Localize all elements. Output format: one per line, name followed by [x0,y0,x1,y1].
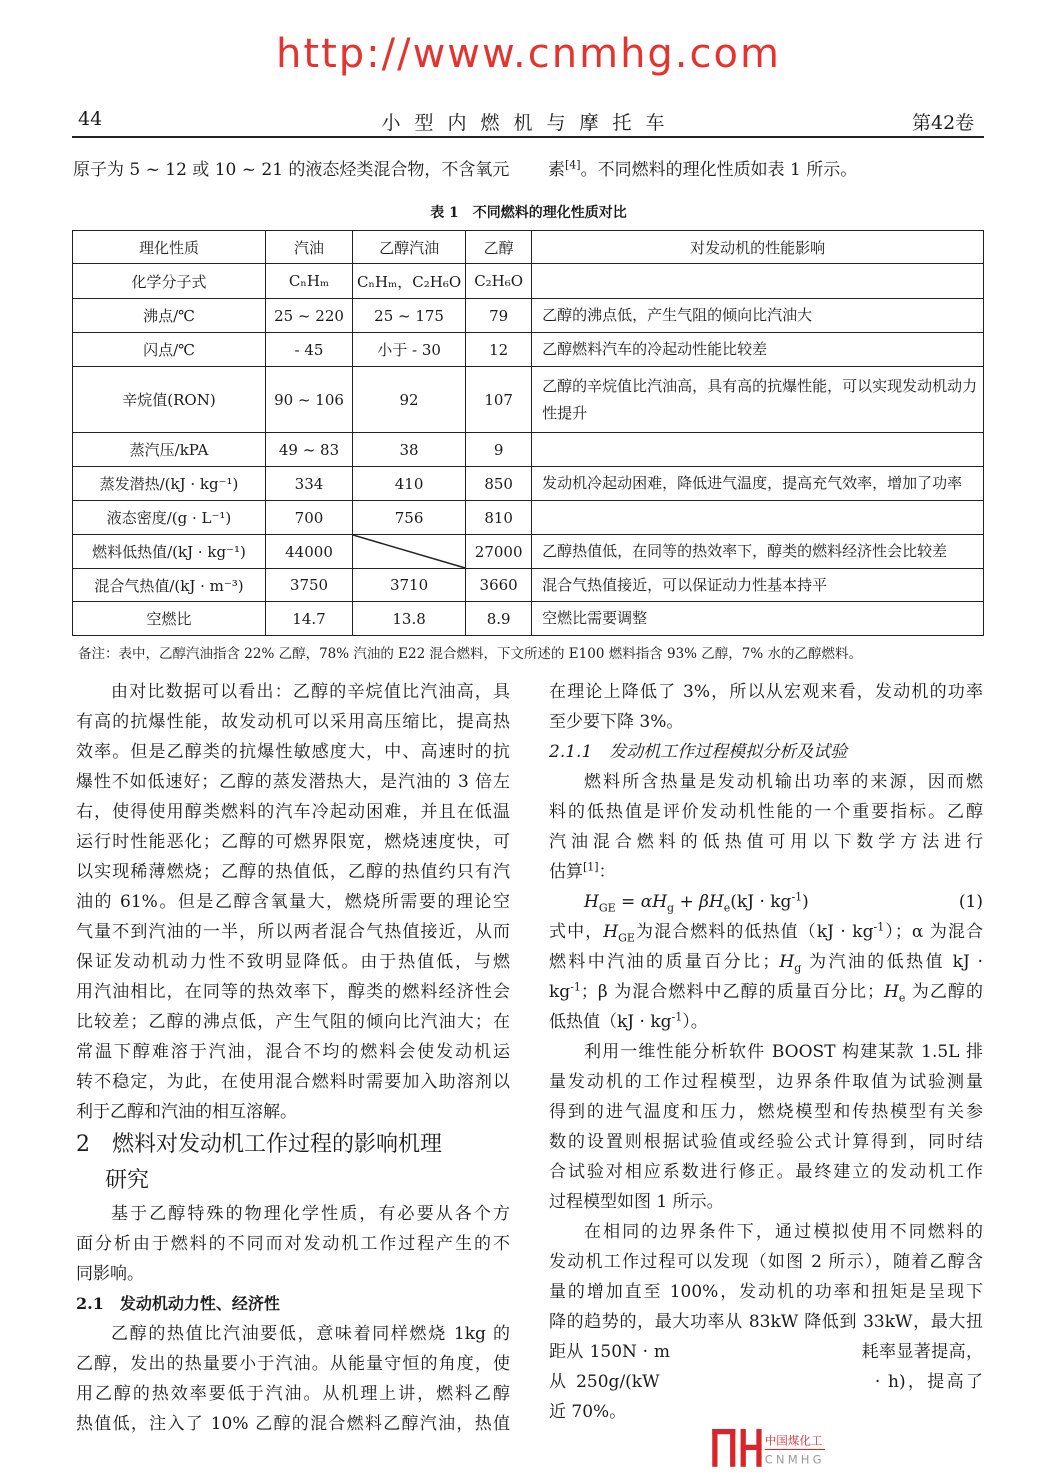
table-cell: 汽油 [266,231,353,264]
paragraph-line: 基于乙醇特殊的物理化学性质，有必要从各个方 [111,1204,510,1224]
text-segment: kg [549,982,571,1002]
table-cell: 发动机冷起动困难，降低进气温度，提高充气效率，增加了功率 [532,467,984,501]
citation: [4] [565,158,581,172]
table-cell: 闪点/℃ [73,333,266,367]
paragraph-line: 距从 150N · m 耗率显著提高， [549,1342,983,1362]
left-column [76,677,510,1439]
paragraph-line: 气量不到汽油的一半，所以两者混合气热值接近，从而 [76,922,510,942]
table-cell: 25 ~ 175 [353,299,466,333]
paragraph-line: 在理论上降低了 3%，所以从宏观来看，发动机的功率 [549,682,983,702]
paragraph-line: 量的增加直至 100%，发动机的功率和扭矩是呈现下 [549,1282,983,1302]
section-heading: 研究 [76,1168,149,1193]
text-segment: GE [618,931,635,945]
paragraph-line: 常温下醇难溶于汽油，混合不均的燃料会使发动机运 [76,1042,510,1062]
paragraph-line: 利于乙醇和汽油的相互溶解。 [76,1102,297,1122]
paragraph-line [549,857,983,887]
table-cell: 410 [353,467,466,501]
svg-text:中国煤化工: 中国煤化工 [764,1433,823,1448]
text-segment: ) [802,892,809,912]
table-cell: 90 ~ 106 [266,367,353,433]
paragraph-line: 量发动机的工作过程模型，边界条件取值为试验测量 [549,1072,983,1092]
journal-title: 小型内燃机与摩托车 [381,112,679,134]
table-cell: 14.7 [266,602,353,636]
text-segment: [1] [583,860,599,874]
table-cell: 850 [466,467,532,501]
diagonal-slash [353,535,465,568]
table-row [73,602,984,636]
table-note: 备注：表中，乙醇汽油指含 22% 乙醇，78% 汽油的 E22 混合燃料，下文所述的 E100 燃料指含 93% 乙醇，7% 水的乙醇燃料。 [78,646,863,662]
paragraph-line: 热值低，注入了 10% 乙醇的混合燃料乙醇汽油，热值 [76,1414,510,1434]
table-row [73,264,984,299]
subsubsection-heading: 2.1.1 发动机工作过程模拟分析及试验 [549,742,848,762]
text-segment: -1 [791,890,803,904]
text-segment: (kJ · kg [730,892,792,912]
table-cell: 乙醇汽油 [353,231,466,264]
text-segment: ： [598,862,616,882]
paragraph-line: 效率。但是乙醇类的抗爆性敏感度大，中、高速时的抗 [76,742,510,762]
paragraph-line: 面分析由于燃料的不同而对发动机工作过程产生的不 [76,1234,510,1254]
table-cell: 沸点/℃ [73,299,266,333]
paragraph-line: 利用一维性能分析软件 BOOST 构建某款 1.5L 排 [584,1042,983,1062]
text-segment: H [884,982,899,1002]
table-cell: 13.8 [353,602,466,636]
table-cell: 49 ~ 83 [266,433,353,467]
text: 。不同燃料的理化性质如表 1 所示。 [580,160,858,180]
paragraph-line: 降的趋势的，最大功率从 83kW 降低到 33kW，最大扭 [549,1312,983,1332]
table-cell: 3710 [353,569,466,602]
text-segment: -1 [570,980,581,994]
intro-line-right [548,155,857,185]
text-segment: H [584,892,599,912]
table-cell: 液态密度/(g · L⁻¹) [73,501,266,535]
table-row [73,433,984,467]
table-cell: 混合气热值接近，可以保证动力性基本持平 [532,569,984,602]
table-cell: 辛烷值(RON) [73,367,266,433]
paragraph-line: 由对比数据可以看出：乙醇的辛烷值比汽油高，具 [111,682,510,702]
paragraph-line: 运行时性能恶化；乙醇的可燃界限宽，燃烧速度快，可 [76,832,510,852]
table-cell: 空燃比 [73,602,266,636]
paragraph-line [549,1007,983,1037]
paragraph-line: 用乙醇的热效率要低于汽油。从机理上讲，燃料乙醇 [76,1384,510,1404]
text-segment: e [723,901,731,915]
paragraph-line: 至少要下降 3%。 [549,712,684,732]
text-segment: GE [598,901,616,915]
table-cell: 理化性质 [73,231,266,264]
table-row [73,367,984,433]
table-cell: 25 ~ 220 [266,299,353,333]
equation [549,887,983,917]
table-cell: 蒸汽压/kPA [73,433,266,467]
text-segment: ）。 [682,1012,708,1032]
paragraph-line: 过程模型如图 1 所示。 [549,1192,724,1212]
table-row [73,501,984,535]
table-cell: 对发动机的性能影响 [532,231,984,264]
table-cell: 92 [353,367,466,433]
text-segment: ）；α 为混合 [884,922,983,942]
intro-line-left: 原子为 5 ~ 12 或 10 ~ 21 的液态烃类混合物，不含氧元 [73,160,510,180]
table-cell: 79 [466,299,532,333]
paragraph-line: 保证发动机动力性不致明显降低。由于热值低，与燃 [76,952,510,972]
paragraph-line: 在相同的边界条件下，通过模拟使用不同燃料的 [584,1222,983,1242]
page-number: 44 [78,108,103,130]
text-segment: 为乙醇的 [905,982,983,1002]
table-header-row [73,231,984,264]
paragraph-line [549,947,983,977]
table-cell: 乙醇的辛烷值比汽油高，具有高的抗爆性能，可以实现发动机动力性提升 [532,367,984,433]
text-segment: -1 [671,1010,683,1024]
paragraph-line: 汽油混合燃料的低热值可用以下数学方法进行 [549,832,983,852]
paragraph-line: 以实现稀薄燃烧；乙醇的热值低，乙醇的热值约只有汽 [76,862,510,882]
table-cell: 乙醇热值低，在同等的热效率下，醇类的燃料经济性会比较差 [532,535,984,569]
table-cell: 44000 [266,535,353,569]
paragraph-line [549,917,983,947]
paragraph-line: 燃料所含热量是发动机输出功率的来源，因而燃 [584,772,983,792]
header-rule [72,136,984,138]
right-column [549,677,983,1427]
equation-number: (1) [958,892,983,912]
text-segment: g [794,961,802,975]
text-segment: -1 [873,920,885,934]
text-segment: + βH [674,892,724,912]
text-segment: H [603,922,619,942]
table-cell: 334 [266,467,353,501]
table-cell: - 45 [266,333,353,367]
watermark-url: http://www.cnmhg.com [276,31,781,77]
cnmhg-logo [690,1429,850,1475]
text-segment: 为汽油的低热值 kJ · [801,952,984,972]
text-segment: 为混合燃料的低热值（kJ · kg [634,922,874,942]
table-cell: 混合气热值/(kJ · m⁻³) [73,569,266,602]
text-segment: 式中， [549,922,604,942]
table-cell: C₂H₆O [466,264,532,299]
paragraph-line: 同影响。 [76,1264,144,1284]
table-row [73,569,984,602]
table-cell: 3750 [266,569,353,602]
text-segment: ；β 为混合燃料中乙醇的质量百分比； [580,982,885,1002]
text: 素 [548,160,565,180]
table-cell: 9 [466,433,532,467]
table-cell [353,535,466,569]
paragraph-line: 得到的进气温度和压力，燃烧模型和传热模型有关参 [549,1102,983,1122]
table-cell: 27000 [466,535,532,569]
paragraph-line: 乙醇，发出的热量要小于汽油。从能量守恒的角度，使 [76,1354,510,1374]
text-segment: e [898,991,906,1005]
text-segment: = αH [615,892,668,912]
table-cell: 700 [266,501,353,535]
table-row [73,535,984,569]
paragraph-line: 爆性不如低速好；乙醇的蒸发潜热大，是汽油的 3 倍左 [76,772,510,792]
paragraph-line: 比较差；乙醇的沸点低，产生气阻的倾向比汽油大；在 [76,1012,510,1032]
paragraph-line [549,977,983,1007]
paragraph-line: 发动机工作过程可以发现（如图 2 所示），随着乙醇含 [549,1252,983,1272]
table-cell: 810 [466,501,532,535]
table-cell: 8.9 [466,602,532,636]
table-cell: 107 [466,367,532,433]
table-row [73,467,984,501]
table-cell: 3660 [466,569,532,602]
subsection-heading: 2.1 发动机动力性、经济性 [76,1294,280,1313]
table-cell: 空燃比需要调整 [532,602,984,636]
table-cell: CₙHₘ，C₂H₆O [353,264,466,299]
paragraph-line: 油的 61%。但是乙醇含氧量大，燃烧所需要的理论空 [76,892,510,912]
svg-text:CNMHG: CNMHG [764,1452,825,1467]
table-cell: CₙHₘ [266,264,353,299]
paragraph-line: 右，使得使用醇类燃料的汽车冷起动困难，并且在低温 [76,802,510,822]
text-segment: 估算 [549,862,583,882]
table-cell: 乙醇的沸点低，产生气阻的倾向比汽油大 [532,299,984,333]
table-cell: 756 [353,501,466,535]
table-cell: 小于 - 30 [353,333,466,367]
paragraph-line: 从 250g/(kW · h)，提高了 [549,1372,983,1392]
table-cell: 乙醇燃料汽车的冷起动性能比较差 [532,333,984,367]
table-cell: 蒸发潜热/(kJ · kg⁻¹) [73,467,266,501]
table-cell: 12 [466,333,532,367]
table-cell [532,264,984,299]
table-cell [532,433,984,467]
table-cell: 38 [353,433,466,467]
paragraph-line: 料的低热值是评价发动机性能的一个重要指标。乙醇 [549,802,983,822]
paragraph-line: 近 70%。 [549,1402,627,1422]
section-heading: 2 燃料对发动机工作过程的影响机理 [76,1132,442,1157]
table-cell: 化学分子式 [73,264,266,299]
table-row [73,333,984,367]
text-segment: H [779,952,795,972]
table-caption: 表 1 不同燃料的理化性质对比 [430,205,627,221]
text-segment: 低热值（kJ · kg [549,1012,672,1032]
table-cell [532,501,984,535]
paragraph-line: 有高的抗爆性能，故发动机可以采用高压缩比，提高热 [76,712,510,732]
paragraph-line: 数的设置则根据试验值或经验公式计算得到，同时结 [549,1132,983,1152]
properties-table [72,230,984,636]
table-cell: 燃料低热值/(kJ · kg⁻¹) [73,535,266,569]
text-segment: 燃料中汽油的质量百分比； [549,952,780,972]
paragraph-line: 用汽油相比，在同等的热效率下，醇类的燃料经济性会 [76,982,510,1002]
table-row [73,299,984,333]
paragraph-line: 合试验对相应系数进行修正。最终建立的发动机工作 [549,1162,983,1182]
volume-label: 第42卷 [912,112,975,134]
text-segment: g [667,901,675,915]
paragraph-line: 乙醇的热值比汽油要低，意味着同样燃烧 1kg 的 [111,1324,510,1344]
paragraph-line: 转不稳定，为此，在使用混合燃料时需要加入助溶剂以 [76,1072,510,1092]
table-cell: 乙醇 [466,231,532,264]
